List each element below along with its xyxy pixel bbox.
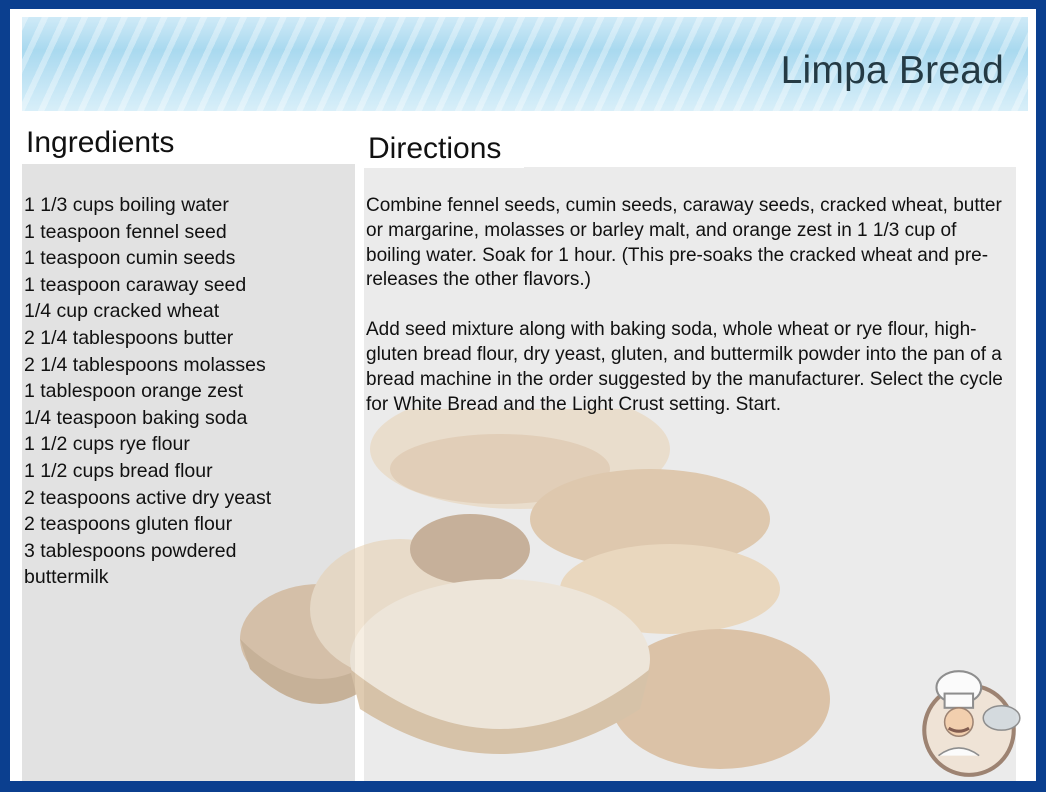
slide	[10, 9, 1036, 781]
title-banner	[22, 17, 1028, 111]
ingredient-item: 1/4 cup cracked wheat	[24, 300, 220, 323]
ingredient-item: 2 1/4 tablespoons molasses	[24, 353, 266, 376]
ingredients-heading: Ingredients	[22, 126, 197, 164]
page-title: Limpa Bread	[780, 49, 1004, 92]
directions-text	[366, 194, 1010, 442]
ingredient-item: 2 teaspoons active dry yeast	[24, 486, 272, 509]
ingredient-item: 1/4 teaspoon baking soda	[24, 406, 248, 429]
ingredient-item: 1 1/2 cups rye flour	[24, 433, 190, 456]
ingredient-item: 1 1/2 cups bread flour	[24, 459, 213, 482]
ingredient-item: 2 teaspoons gluten flour	[24, 513, 233, 536]
chef-logo-icon	[908, 659, 1030, 781]
ingredient-item: 1 tablespoon orange zest	[24, 380, 243, 403]
ingredient-item: 3 tablespoons powdered buttermilk	[24, 539, 237, 589]
ingredient-item: 1 teaspoon cumin seeds	[24, 247, 236, 270]
ingredient-item: 1 1/3 cups boiling water	[24, 194, 229, 216]
ingredients-list	[24, 192, 354, 591]
directions-heading: Directions	[360, 128, 524, 168]
ingredient-item: 2 1/4 tablespoons butter	[24, 326, 234, 349]
direction-step: Combine fennel seeds, cumin seeds, caraway seeds, cracked wheat, butter or margarine, molasses or barley malt, and orange zest in 1 1/3 cup of boiling water. Soak for 1 hour. (This pre-soaks the cracked wheat and pre-releases the other flavors.)	[366, 195, 1002, 291]
direction-step: Add seed mixture along with baking soda, whole wheat or rye flour, high-gluten bread flour, dry yeast, gluten, and buttermilk powder into the pan of a bread machine in the order suggested by the manufacturer. Select the cycle for White Bread and the Light Crust setting. Start.	[366, 319, 1003, 415]
ingredient-item: 1 teaspoon caraway seed	[24, 273, 247, 296]
ingredient-item: 1 teaspoon fennel seed	[24, 220, 227, 243]
